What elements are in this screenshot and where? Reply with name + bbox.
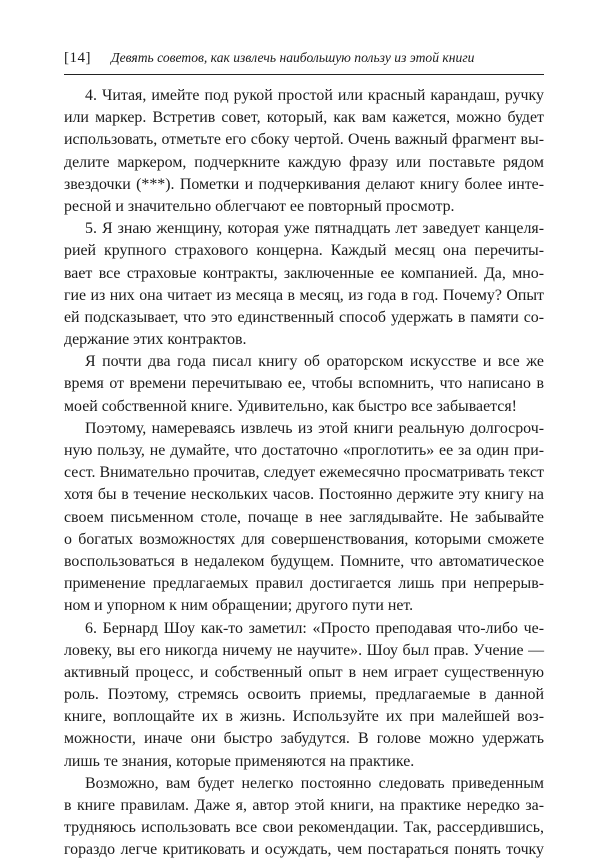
text-line: лишь те знания, которые применяются на практике. <box>64 752 415 770</box>
text-line: делите маркером, подчеркните каждую фразу или поставьте рядом <box>64 153 544 171</box>
text-line: хотя бы в течение нескольких часов. Постоянно держите эту книгу на <box>64 486 544 504</box>
paragraph <box>64 773 544 862</box>
book-page <box>64 48 544 862</box>
text-line: звездочки (***). Пометки и подчеркивания делают книгу более инте- <box>64 175 544 193</box>
text-line: сест. Внимательно прочитав, следует ежемесячно просматривать текст <box>64 464 544 482</box>
text-line: 6. Бернард Шоу как-то заметил: «Просто преподавая что-либо че- <box>85 619 544 637</box>
text-line: ную пользу, не думайте, что достаточно «проглотить» ее за один при- <box>64 442 544 459</box>
page-number: [14] <box>64 50 91 66</box>
text-line: Я почти два года писал книгу об ораторском искусстве и все же <box>85 353 544 371</box>
running-header <box>64 48 544 75</box>
text-line: использовать, отметьте его сбоку чертой. Очень важный фрагмент вы- <box>64 131 544 149</box>
text-line: гие из них она читает из месяца в месяц, из года в год. Почему? Опыт <box>64 286 544 304</box>
text-line: ей подсказывает, что это единственный способ удержать в памяти со- <box>64 308 544 326</box>
text-line: Возможно, вам будет нелегко постоянно следовать приведенным <box>85 774 544 792</box>
text-line: своем письменном столе, почаще в нее заглядывайте. Не забывайте <box>64 508 544 526</box>
text-line: воспользоваться в недалеком будущем. Помните, что автоматическое <box>64 552 544 570</box>
paragraph <box>64 618 544 773</box>
text-line: 4. Читая, имейте под рукой простой или красный карандаш, ручку <box>85 87 544 104</box>
text-line: вает все страховые контракты, заключенные ее компанией. Да, мно- <box>64 264 544 282</box>
running-title: Девять советов, как извлечь наибольшую пользу из этой книги <box>111 50 475 65</box>
text-line: или маркер. Встретив совет, который, как вам кажется, можно будет <box>64 109 544 127</box>
paragraph <box>64 418 544 618</box>
text-line: применение предлагаемых правил достигается лишь при непрерыв- <box>64 575 544 593</box>
text-line: держание этих контрактов. <box>64 331 247 349</box>
paragraph <box>64 85 544 218</box>
text-line: моей собственной книге. Удивительно, как быстро все забывается! <box>64 397 517 415</box>
text-line: Поэтому, намереваясь извлечь из этой книги реальную долгосроч- <box>85 419 544 437</box>
text-line: трудняюсь использовать все свои рекомендации. Так, рассердившись, <box>64 819 544 837</box>
text-line: активный процесс, и собственный опыт в нем играет существенную <box>64 663 544 681</box>
text-line: о богатых возможностях для совершенствования, которыми сможете <box>64 530 544 548</box>
text-line: время от времени перечитываю ее, чтобы вспомнить, что написано в <box>64 375 544 393</box>
text-line: можности, иначе они быстро забудутся. В голове можно удержать <box>64 730 544 748</box>
text-line: ном и упорном к ним обращении; другого пути нет. <box>64 597 414 615</box>
text-line: роль. Поэтому, стремясь освоить приемы, предлагаемые в данной <box>64 686 544 704</box>
paragraph <box>64 218 544 351</box>
text-line: ресной и значительно облегчают ее повторный просмотр. <box>64 197 455 215</box>
text-line: книге, воплощайте их в жизнь. Используйте их при малейшей воз- <box>64 708 544 726</box>
paragraph <box>64 351 544 418</box>
body-text <box>64 85 544 862</box>
text-line: ловеку, вы его никогда ничему не научите». Шоу был прав. Учение — <box>64 641 544 659</box>
text-line: 5. Я знаю женщину, которая уже пятнадцать лет заведует канцеля- <box>85 220 544 238</box>
text-line: рией крупного страхового концерна. Каждый месяц она перечиты- <box>64 242 544 260</box>
text-line: в книге правилам. Даже я, автор этой книги, на практике нередко за- <box>64 797 544 814</box>
text-line: гораздо легче критиковать и осуждать, чем постараться понять точку <box>64 841 544 859</box>
